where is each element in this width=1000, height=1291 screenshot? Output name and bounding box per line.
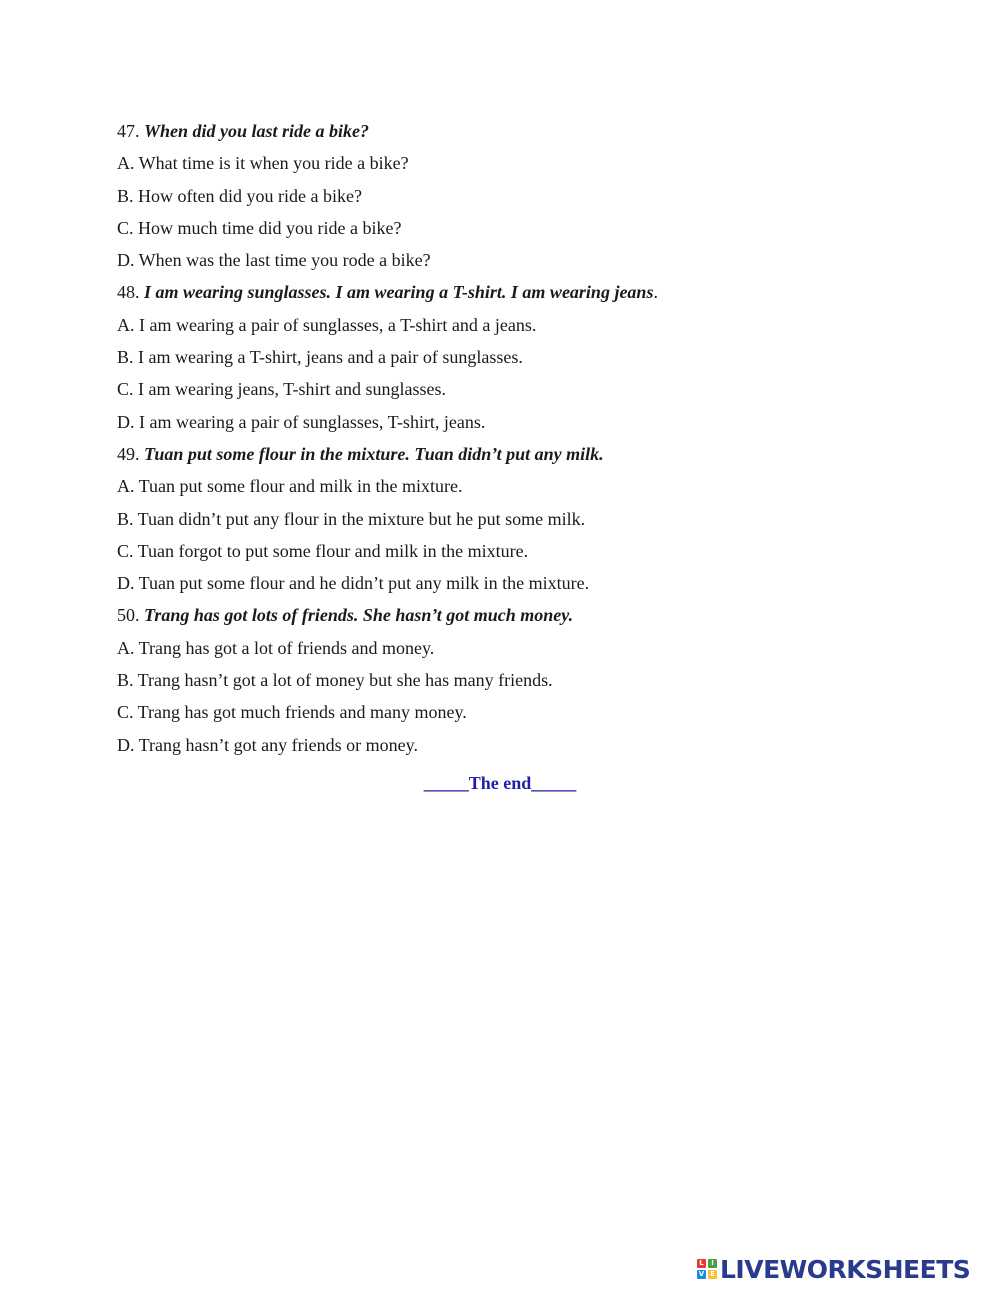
logo-block: I [708,1259,717,1268]
answer-option[interactable]: B. Trang hasn’t got a lot of money but she has many friends. [117,670,553,691]
answer-option[interactable]: A. I am wearing a pair of sunglasses, a T-shirt and a jeans. [117,314,537,335]
question-stem-line [117,599,917,631]
logo-block: E [708,1270,717,1279]
logo-block: L [697,1259,706,1268]
answer-option[interactable]: A. Tuan put some flour and milk in the mixture. [117,476,463,497]
question-stem: Tuan put some flour in the mixture. Tuan didn’t put any milk. [144,443,604,464]
question-49 [117,438,917,599]
answer-option[interactable]: C. Trang has got much friends and many money. [117,702,467,723]
answer-option[interactable]: A. What time is it when you ride a bike? [117,153,409,174]
question-number: 49. [117,443,140,464]
answer-option[interactable]: B. I am wearing a T-shirt, jeans and a pair of sunglasses. [117,347,523,368]
question-stem: Trang has got lots of friends. She hasn’t got much money. [144,605,574,626]
the-end-text: _____The end_____ [423,773,577,793]
question-number: 48. [117,282,140,303]
question-50 [117,599,917,760]
logo-blocks-icon [697,1259,717,1279]
question-48 [117,276,917,437]
answer-option[interactable]: D. Tuan put some flour and he didn’t put any milk in the mixture. [117,573,590,594]
answer-option[interactable]: D. When was the last time you rode a bike? [117,250,431,271]
worksheet-page [117,115,917,761]
question-stem-line [117,438,917,470]
answer-option[interactable]: C. I am wearing jeans, T-shirt and sunglasses. [117,379,446,400]
answer-option[interactable]: B. How often did you ride a bike? [117,185,362,206]
answer-option[interactable]: D. Trang hasn’t got any friends or money. [117,734,418,755]
logo-text: LIVEWORKSHEETS [720,1254,971,1284]
question-stem-line [117,115,917,147]
question-stem-suffix: . [653,282,658,303]
liveworksheets-logo [697,1254,970,1284]
logo-block: V [698,1270,705,1278]
answer-option[interactable]: D. I am wearing a pair of sunglasses, T-shirt, jeans. [117,411,486,432]
question-stem: When did you last ride a bike? [144,121,370,141]
question-47 [117,115,917,276]
answer-option[interactable]: A. Trang has got a lot of friends and money. [117,637,435,658]
answer-option[interactable]: C. How much time did you ride a bike? [117,217,402,238]
answer-option[interactable]: B. Tuan didn’t put any flour in the mixture but he put some milk. [117,508,586,529]
answer-option[interactable]: C. Tuan forgot to put some flour and milk in the mixture. [117,540,529,561]
question-number: 47. [117,121,140,141]
question-stem-line [117,276,917,308]
question-number: 50. [117,605,140,626]
question-stem: I am wearing sunglasses. I am wearing a T-shirt. I am wearing jeans [144,282,654,303]
